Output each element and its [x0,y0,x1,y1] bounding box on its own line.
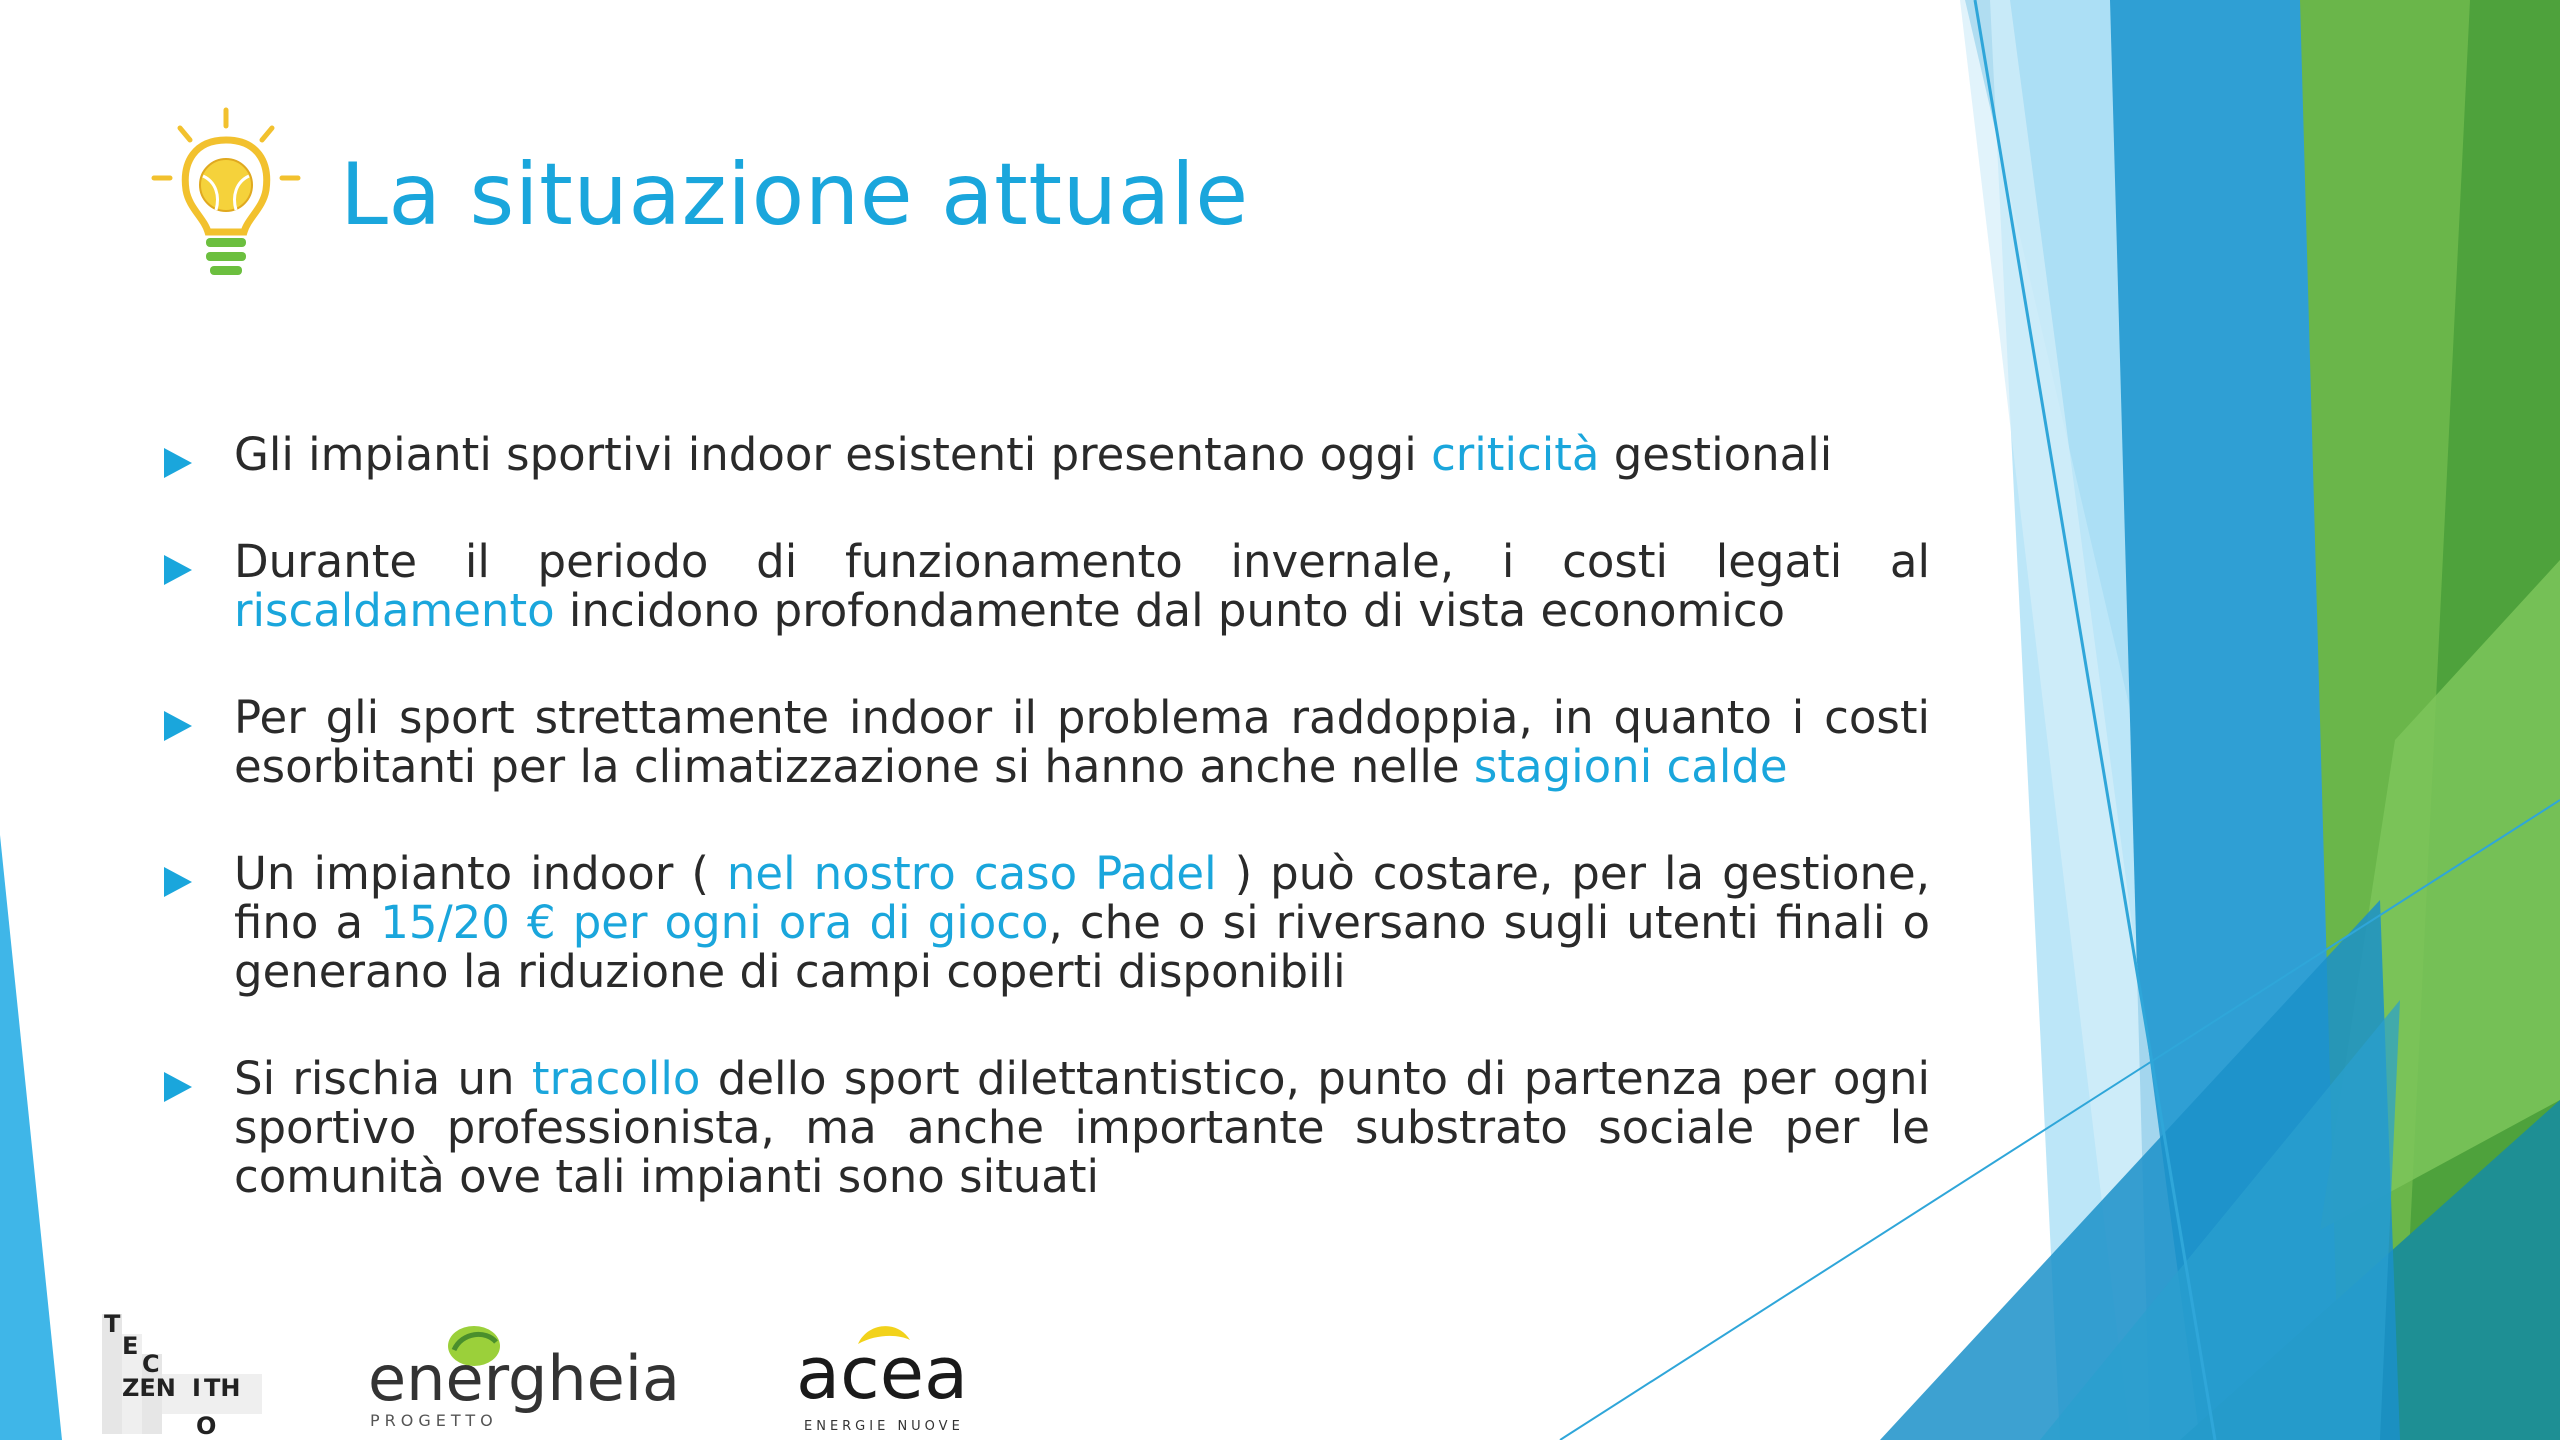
bullet-text [234,430,1930,479]
slide-title: La situazione attuale [340,145,1249,245]
triangle-right-icon [164,555,192,585]
triangle-right-icon [164,867,192,897]
bullet-text [234,693,1930,791]
svg-text:C: C [142,1350,160,1378]
bullet-item [160,693,1930,791]
left-edge-blue-shape [0,835,62,1440]
triangle-right-icon [164,448,192,478]
text-segment: Si rischia un [234,1052,532,1105]
acea-logo [790,1316,980,1440]
bullet-list [160,430,1930,1259]
bullet-text [234,1054,1930,1201]
text-segment: dello sport dilettantistico, punto di partenza per ogni sportivo professionista, ma anche importante substrato sociale per le comunità ove tali impianti sono situati [234,1052,1930,1203]
svg-text:E: E [122,1332,139,1360]
bullet-item [160,849,1930,996]
bullet-item [160,1054,1930,1201]
svg-text:T: T [104,1312,121,1338]
text-segment: , che o si riversano sugli utenti finali o generano la riduzione di campi coperti disponibili [234,896,1930,998]
text-segment: Durante il periodo di funzionamento invernale, i costi legati al [234,535,1930,588]
triangle-right-icon [164,711,192,741]
svg-text:O: O [196,1412,217,1440]
triangle-right-icon [164,1072,192,1102]
highlighted-text: stagioni calde [1473,740,1788,793]
svg-text:ZEN: ZEN [122,1374,176,1402]
text-segment: Un impianto indoor ( [234,847,727,900]
bullet-text [234,537,1930,635]
highlighted-text: tracollo [531,1052,701,1105]
energheia-sub: PROGETTO [370,1411,498,1430]
acea-sub: ENERGIE NUOVE [804,1419,964,1434]
teczenith-logo [100,1312,275,1440]
logo-bar [100,1310,1000,1440]
text-segment: ) può costare, per la gestione, fino a [234,847,1931,949]
energheia-wordmark: energheia [368,1342,680,1415]
text-segment: Gli impianti sportivi indoor esistenti presentano oggi [234,428,1432,481]
text-segment: Per gli sport strettamente indoor il problema raddoppia, in quanto i costi esorbitanti per la climatizzazione si hanno anche nelle [234,691,1930,793]
highlighted-text: criticità [1431,428,1600,481]
svg-text:TH: TH [204,1374,241,1402]
highlighted-text: riscaldamento [234,584,555,637]
bullet-text [234,849,1930,996]
energheia-logo [362,1320,692,1440]
lightbulb-tennis-ball-icon [140,100,310,310]
svg-text:I: I [192,1374,201,1402]
bullet-item [160,537,1930,635]
highlighted-text: 15/20 € per ogni ora di gioco [380,896,1049,949]
highlighted-text: nel nostro caso Padel [726,847,1217,900]
acea-wordmark: acea [796,1331,969,1415]
bullet-item [160,430,1930,479]
text-segment: incidono profondamente dal punto di vista economico [554,584,1786,637]
text-segment: gestionali [1599,428,1833,481]
